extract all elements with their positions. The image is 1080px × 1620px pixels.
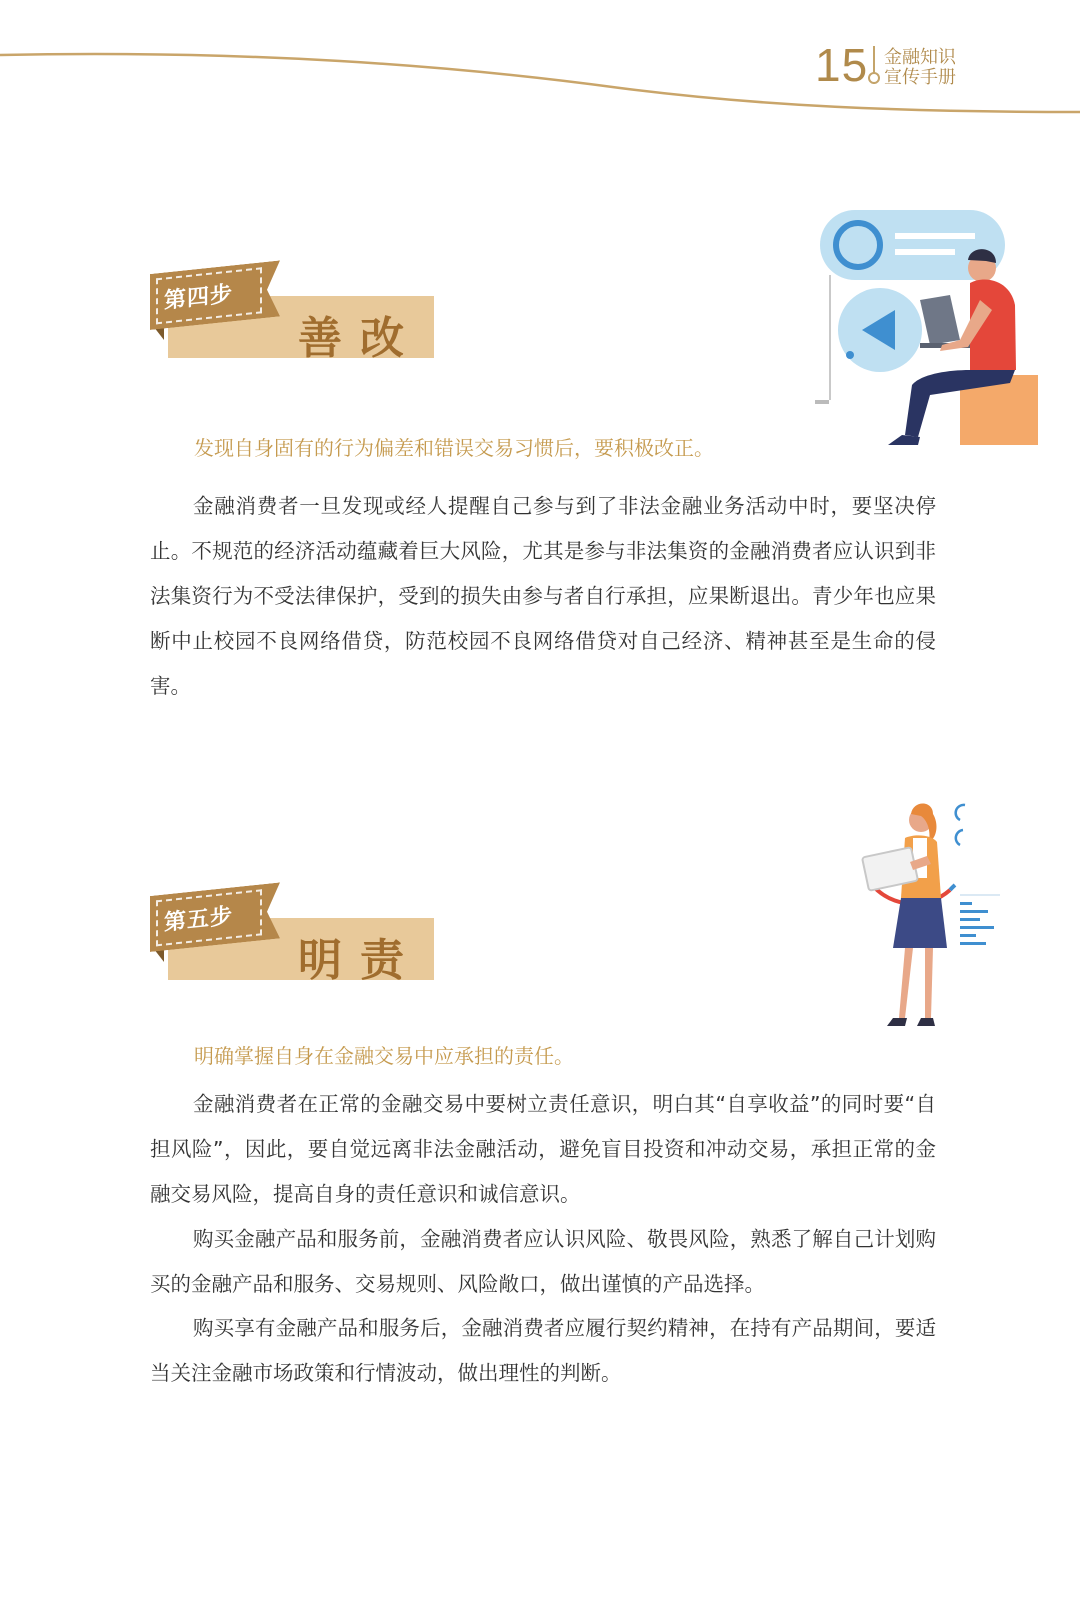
man-with-laptop-illustration: [810, 205, 1050, 455]
paragraph-5-1: 金融消费者在正常的金融交易中要树立责任意识，明白其“自享收益”的同时要“自担风险”，因此，要自觉远离非法金融活动，避免盲目投资和冲动交易，承担正常的金融交易风险，提高自身的责任意识和诚信意识。: [150, 1092, 936, 1206]
paragraph-5-2: 购买金融产品和服务前，金融消费者应认识风险、敬畏风险，熟悉了解自己计划购买的金融产品和服务、交易规则、风险敞口，做出谨慎的产品选择。: [150, 1227, 936, 1296]
step-banner-5: [150, 896, 440, 992]
paragraph-5-3: 购买享有金融产品和服务后，金融消费者应履行契约精神，在持有产品期间，要适当关注金融市场政策和行情波动，做出理性的判断。: [150, 1316, 936, 1385]
page-number: 15: [815, 39, 869, 91]
subtitle-4: 发现自身固有的行为偏差和错误交易习惯后，要积极改正。: [194, 436, 714, 460]
step-label-5: 第五步: [164, 903, 234, 936]
woman-with-tablet-illustration: [855, 790, 1025, 1035]
header-dot-icon: [868, 72, 880, 84]
step-title-4: 善改: [298, 313, 422, 364]
header-title-line1: 金融知识: [884, 47, 956, 68]
step-banner-4: [150, 274, 440, 370]
header-title-line2: 宣传手册: [884, 67, 956, 88]
header-title: [884, 48, 974, 88]
step-title-5: 明责: [298, 935, 422, 986]
step-label-4: 第四步: [164, 281, 234, 314]
subtitle-5: 明确掌握自身在金融交易中应承担的责任。: [194, 1044, 574, 1068]
paragraph-4-1: 金融消费者一旦发现或经人提醒自己参与到了非法金融业务活动中时，要坚决停止。不规范的经济活动蕴藏着巨大风险，尤其是参与非法集资的金融消费者应认识到非法集资行为不受法律保护，受到的损失由参与者自行承担，应果断退出。青少年也应果断中止校园不良网络借贷，防范校园不良网络借贷对自己经济、精神甚至是生命的侵害。: [150, 494, 936, 698]
